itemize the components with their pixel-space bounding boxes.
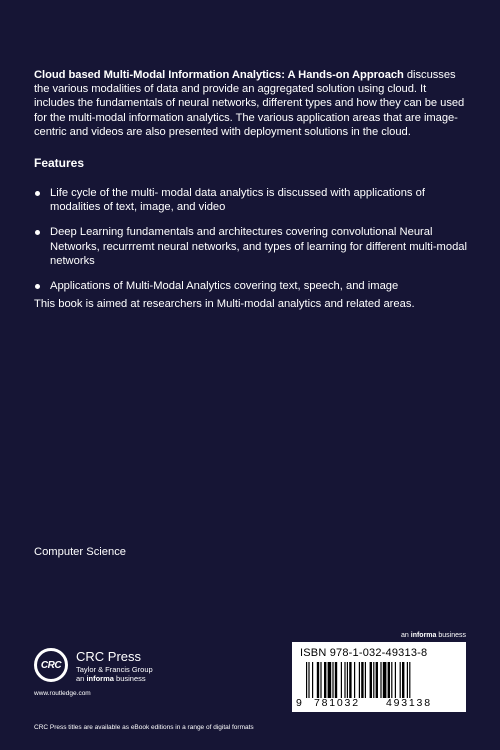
publisher-name: CRC Press <box>76 649 142 664</box>
barcode-stripe <box>332 662 333 698</box>
informa-tag-bold: informa <box>410 632 437 639</box>
barcode-stripe <box>354 662 355 698</box>
ebook-note: CRC Press titles are available as eBook editions in a range of digital formats <box>34 724 254 731</box>
barcode-stripe <box>395 662 396 698</box>
barcode-stripe <box>407 662 408 698</box>
bullet-icon <box>35 191 40 196</box>
audience-statement: This book is aimed at researchers in Multi-modal analytics and related areas. <box>34 298 415 310</box>
isbn-barcode <box>292 642 466 712</box>
barcode-stripe <box>388 662 390 698</box>
barcode-stripe <box>320 662 321 698</box>
barcode-stripe <box>391 662 392 698</box>
publisher-logo-block <box>34 648 214 688</box>
barcode-bars-icon <box>306 662 454 698</box>
crc-logo-text: CRC <box>40 659 62 671</box>
publisher-group: Taylor & Francis Group <box>76 665 153 674</box>
barcode-stripe <box>341 662 342 698</box>
barcode-stripe <box>361 662 363 698</box>
barcode-stripe <box>400 662 401 698</box>
subject-category: Computer Science <box>34 546 127 558</box>
barcode-stripe <box>335 662 337 698</box>
bullet-icon <box>35 230 40 235</box>
barcode-stripe <box>347 662 348 698</box>
barcode-stripe <box>317 662 319 698</box>
crc-logo-icon <box>34 648 68 682</box>
feature-item <box>34 279 474 293</box>
barcode-digit-first: 9 <box>296 697 302 709</box>
feature-text: Life cycle of the multi- modal data analytics is discussed with applications of modalities of text, image, and video <box>50 187 425 214</box>
bullet-icon <box>35 284 40 289</box>
publisher-informa-prefix: an <box>76 674 87 683</box>
features-heading: Features <box>34 156 85 170</box>
barcode-stripe <box>383 662 387 698</box>
barcode-stripe <box>370 662 372 698</box>
barcode-digits-right: 493138 <box>386 697 432 709</box>
features-list <box>34 186 474 304</box>
feature-text: Applications of Multi-Modal Analytics covering text, speech, and image <box>50 280 399 293</box>
publisher-informa-suffix: business <box>113 674 146 683</box>
barcode-stripe <box>409 662 410 698</box>
informa-tag-suffix: business <box>436 632 466 639</box>
barcode-digits-left: 781032 <box>314 697 360 709</box>
publisher-informa-line <box>76 674 146 683</box>
barcode-stripe <box>312 662 313 698</box>
barcode-stripe <box>376 662 378 698</box>
barcode-stripe <box>324 662 326 698</box>
barcode-stripe <box>308 662 309 698</box>
barcode-stripe <box>380 662 381 698</box>
barcode-stripe <box>328 662 332 698</box>
feature-item <box>34 186 474 214</box>
feature-text: Deep Learning fundamentals and architectures covering convolutional Neural Networks, recurrremt neural networks, and types of learning for different multi-modal networks <box>50 226 468 267</box>
isbn-label: ISBN 978-1-032-49313-8 <box>300 647 428 659</box>
barcode-stripe <box>365 662 366 698</box>
feature-item <box>34 225 474 268</box>
barcode-stripe <box>359 662 360 698</box>
barcode-stripe <box>349 662 351 698</box>
publisher-website: www.routledge.com <box>34 690 91 697</box>
book-title: Cloud based Multi-Modal Information Analytics: A Hands-on Approach <box>34 69 404 81</box>
description-text: discusses the various modalities of data and provide an aggregated solution using cloud. It includes the fundamentals of neural networks, different types and how they can be used for the multi-modal information analytics. The various application areas that are image-centric and videos are also presented with deployment solutions in the cloud. <box>34 69 465 138</box>
publisher-informa-bold: informa <box>86 674 114 683</box>
barcode-stripe <box>402 662 404 698</box>
barcode-stripe <box>306 662 307 698</box>
description-paragraph <box>34 68 466 139</box>
informa-business-tag <box>401 632 466 639</box>
barcode-stripe <box>373 662 374 698</box>
barcode-stripe <box>344 662 345 698</box>
informa-tag-prefix: an <box>401 632 411 639</box>
